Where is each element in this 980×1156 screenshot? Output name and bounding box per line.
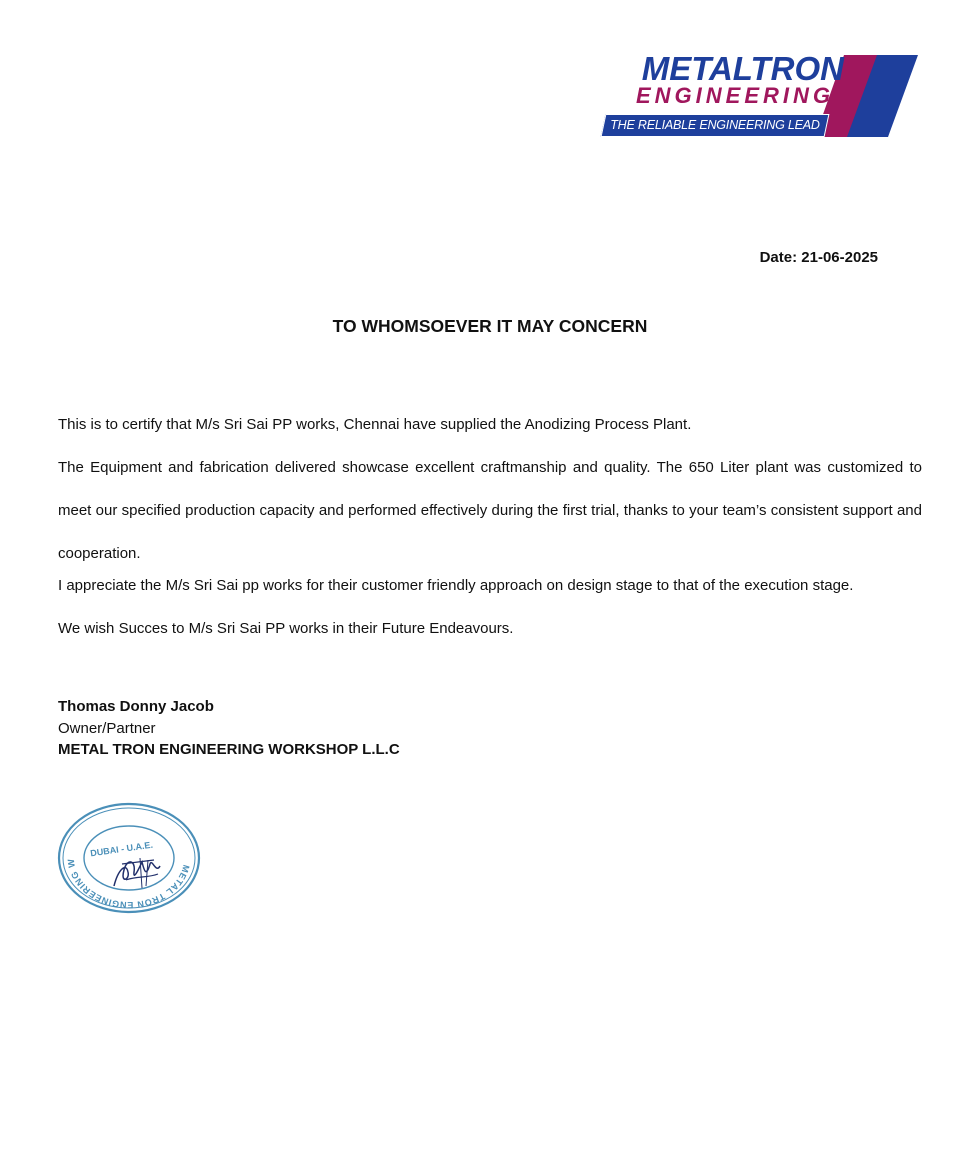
- signature-block: [58, 696, 400, 761]
- stamp-seal-graphic: [56, 800, 202, 916]
- paragraph-appreciation: I appreciate the M/s Sri Sai pp works for their customer friendly approach on design stage to that of the execution stage.: [58, 577, 854, 594]
- letter-subject: TO WHOMSOEVER IT MAY CONCERN: [332, 316, 648, 336]
- signatory-company: METAL TRON ENGINEERING WORKSHOP L.L.C: [58, 741, 400, 758]
- logo-wordmark-metaltron: METALTRON: [641, 50, 844, 87]
- logo-tagline: THE RELIABLE ENGINEERING LEAD: [610, 118, 820, 132]
- logo-tagline-banner: [601, 114, 830, 137]
- company-logo: [598, 52, 922, 142]
- letter-body: [58, 414, 922, 639]
- paragraph-wishes: We wish Succes to M/s Sri Sai PP works in their Future Endeavours.: [58, 620, 514, 637]
- paragraph-certification: This is to certify that M/s Sri Sai PP works, Chennai have supplied the Anodizing Process Plant.: [58, 416, 692, 433]
- letter-date: Date: 21-06-2025: [759, 249, 878, 266]
- logo-wordmark-engineering: ENGINEERING: [635, 83, 834, 108]
- stamp-inner-text: DUBAI - U.A.E.: [89, 839, 154, 859]
- company-stamp: [56, 800, 202, 916]
- signatory-title: Owner/Partner: [58, 719, 156, 737]
- signatory-name: Thomas Donny Jacob: [58, 698, 214, 715]
- stamp-ring-text: METAL TRON ENGINEERING W: [65, 857, 192, 911]
- paragraph-quality: The Equipment and fabrication delivered showcase excellent craftmanship and quality. The 650 Liter plant was customized to meet our specified production capacity and performed effectively during the first trial, thanks to your team’s consistent support and cooperation.: [58, 459, 922, 562]
